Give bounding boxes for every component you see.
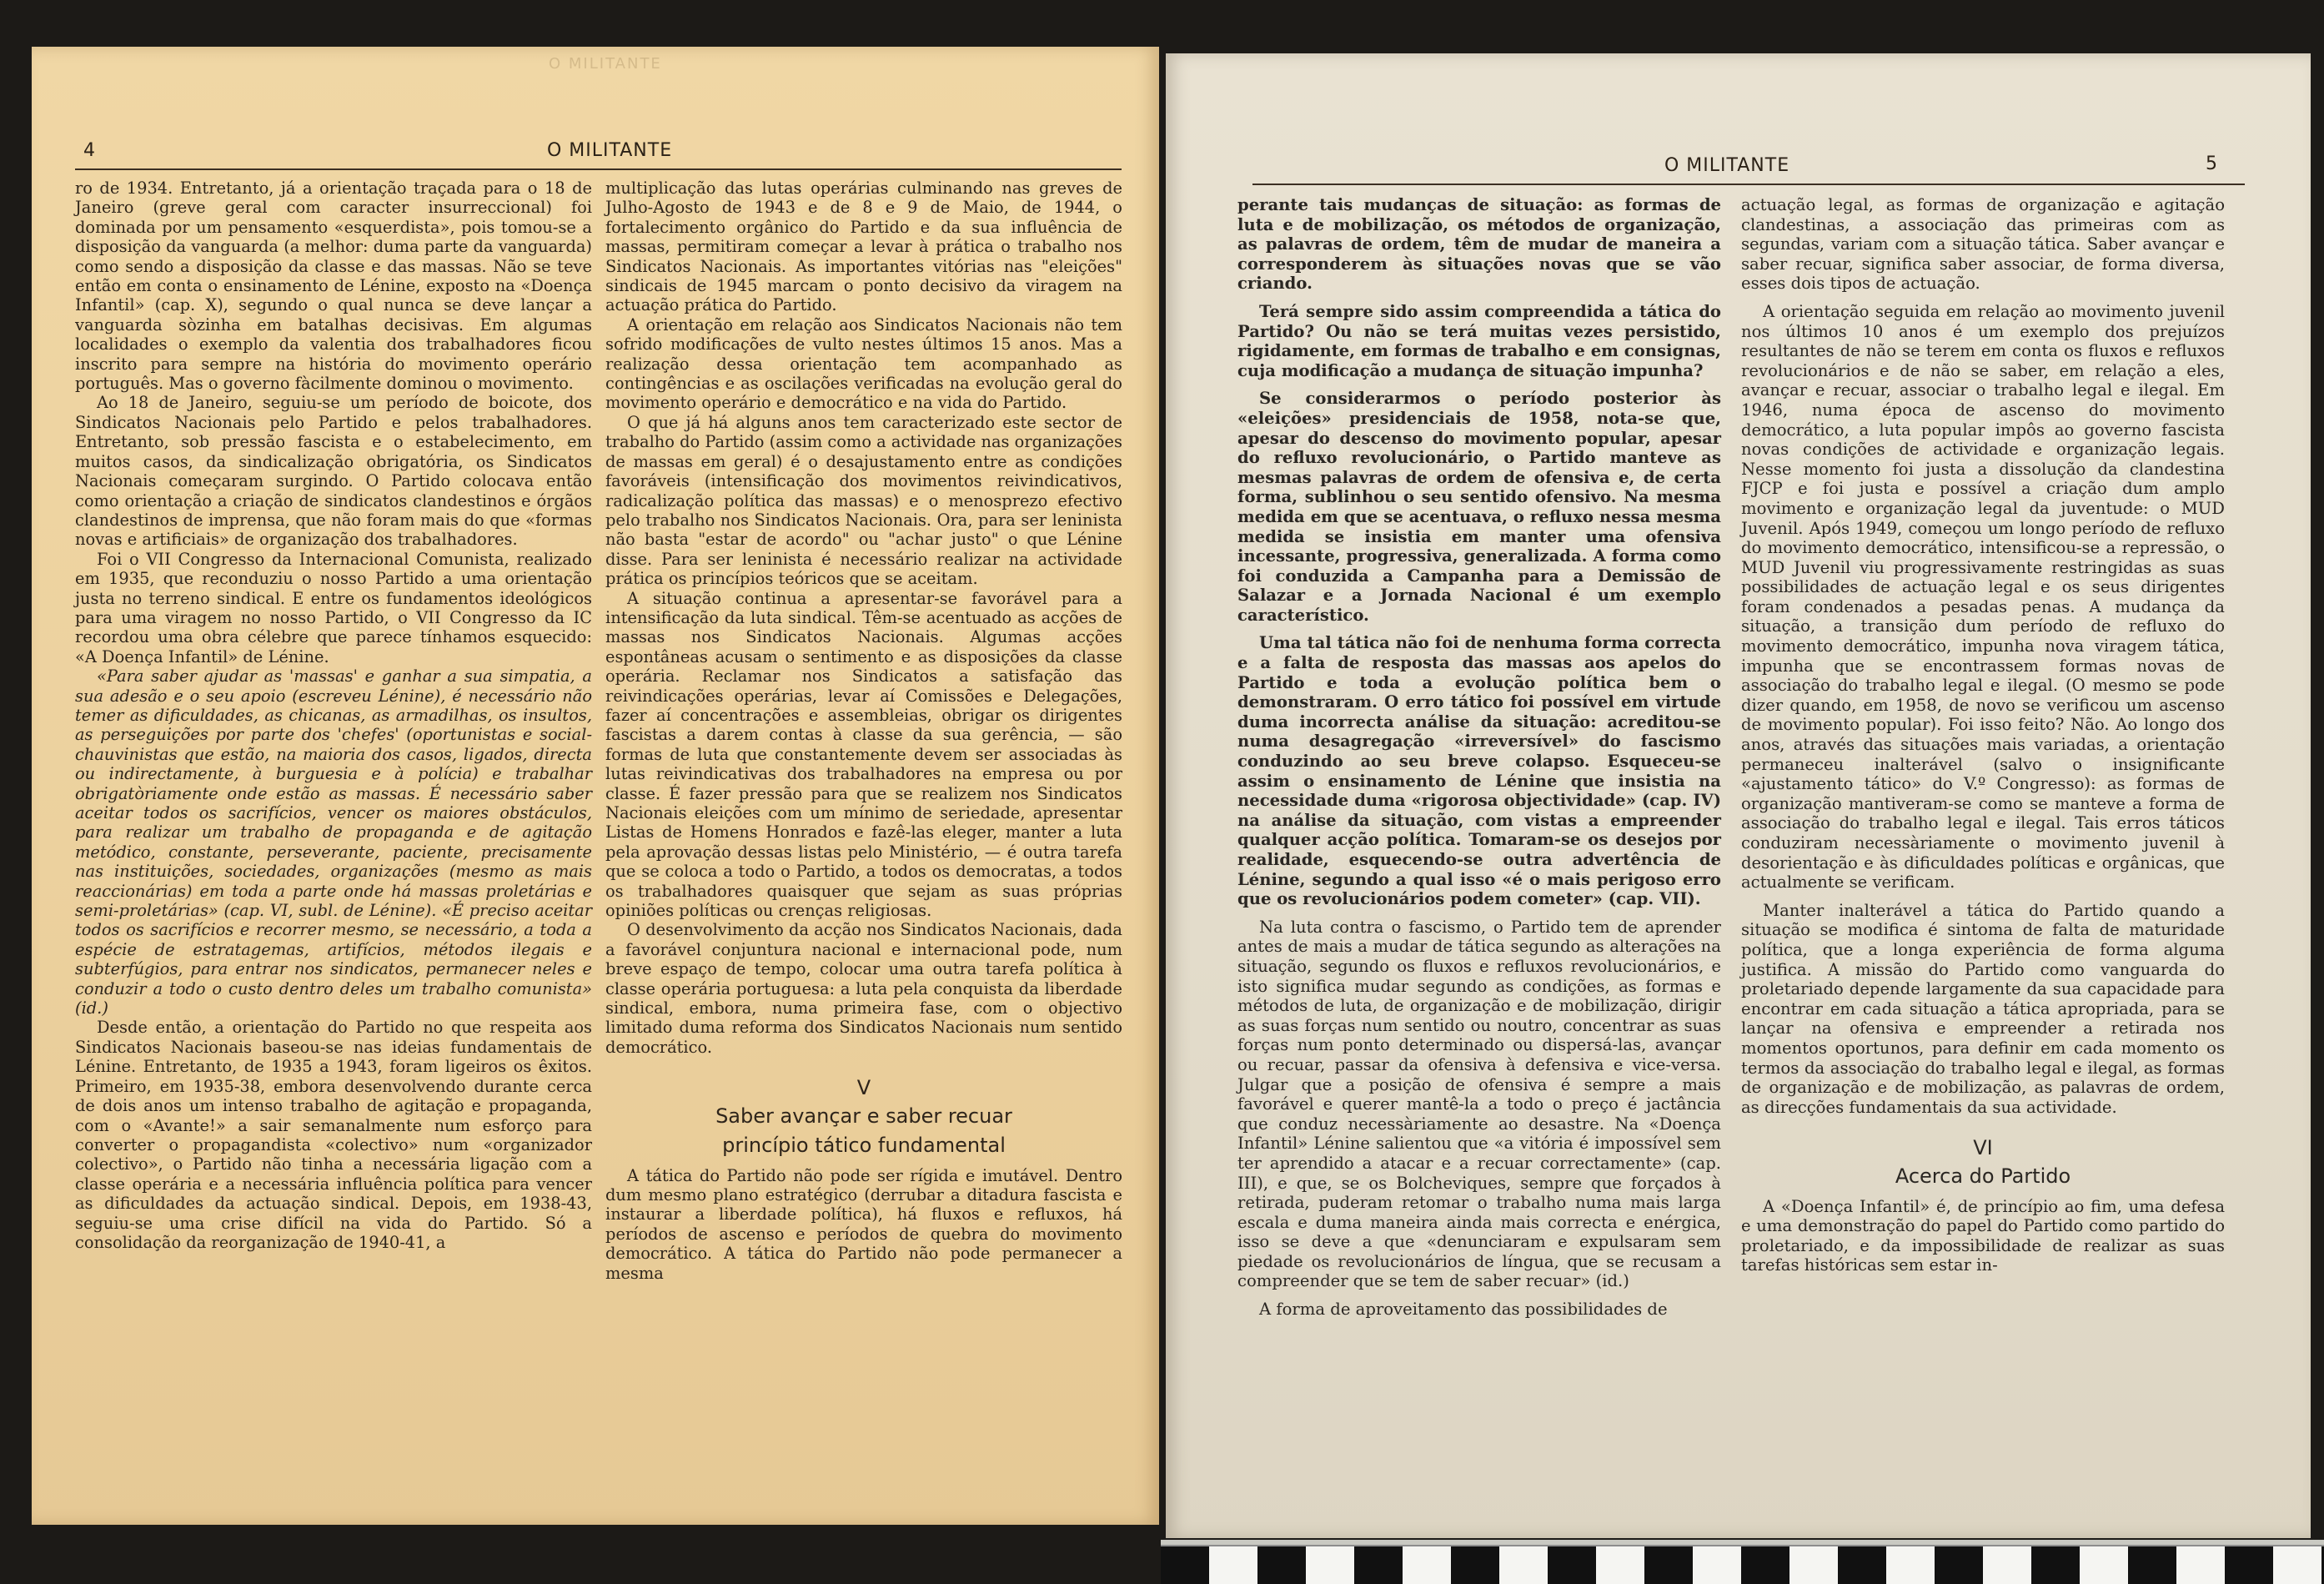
paragraph: multiplicação das lutas operárias culminando nas greves de Julho-Agosto de 1943 e de 8 e 9 de Maio, de 1944, o fortalecimento orgânico do Partido e da sua influência de massas, permitiram começar a levar à prática o trabalho nos Sindicatos Nacionais. As importantes vitórias nas "eleições" sindicais de 1945 marcam o ponto decisivo da viragem na actuação prática do Partido. <box>605 179 1122 315</box>
paragraph: Manter inalterável a tática do Partido quando a situação se modifica é sintoma de falta de maturidade política, que a longa experiência de forma alguma justifica. A missão do Partido como vanguarda do proletariado depende largamente da sua capacidade para encontrar em cada situação a tática apropriada, para se lançar na ofensiva e empreender a retirada nos momentos oportunos, para definir em cada momento os termos da associação do trabalho legal e ilegal, as formas de organização e de mobilização, as palavras de ordem, as direcções fundamentais da sua actividade. <box>1741 900 2225 1117</box>
quote-paragraph: «Para saber ajudar as 'massas' e ganhar a sua simpatia, a sua adesão e o seu apoio (escreveu Lénine), é necessário não temer as dificuldades, as chicanas, as armadilhas, os insultos, as perseguições por parte dos 'chefes' (oportunistas e social-chauvinistas que estão, na maioria dos casos, ligados, directa ou indirectamente, à burguesia e à polícia) e trabalhar obrigatòriamente onde estão as massas. É necessário saber aceitar todos os sacrifícios, vencer os maiores obstáculos, para realizar um trabalho de propaganda e de agitação metódico, constante, perseverante, paciente, precisamente nas instituições, sociedades, organizações (mesmo as mais reaccionárias) em toda a parte onde há massas proletárias e semi-proletárias» (cap. VI, subl. de Lénine). «É preciso aceitar todos os sacrifícios e recorrer mesmo, se necessário, a toda a espécie de estratagemas, artifícios, métodos ilegais e subterfúgios, para entrar nos sindicatos, permanecer neles e conduzir a todo o custo dentro deles um trabalho comunista» (id.) <box>75 666 592 1018</box>
paragraph: Foi o VII Congresso da Internacional Comunista, realizado em 1935, que reconduziu o nosso Partido a uma orientação justa no terreno sindical. E entre os fundamentos ideológicos para uma viragem no nosso Partido, o VII Congresso da IC recordou uma obra célebre que parece tínhamos esquecido: «A Doença Infantil» de Lénine. <box>75 549 592 666</box>
paragraph: actuação legal, as formas de organização e agitação clandestinas, a associação das primeiras com as segundas, variam com a situação tática. Saber avançar e saber recuar, significa saber associar, de forma diversa, esses dois tipos de actuação. <box>1741 195 2225 294</box>
paragraph: A orientação seguida em relação ao movimento juvenil nos últimos 10 anos é um exemplo dos prejuízos resultantes de não se terem em conta os fluxos e refluxos revolucionários e de não se saber, em relação a eles, avançar e recuar, associar o trabalho legal e ilegal. Em 1946, numa época de ascenso do movimento democrático, a luta popular impôs ao governo fascista novas condições de actividade e organização legais. Nesse momento foi justa a dissolução da clandestina FJCP e foi justa e possível a criação dum amplo movimento e organização legal da juventude: o MUD Juvenil. Após 1949, começou um longo período de refluxo do movimento democrático, intensificou-se a repressão, o MUD Juvenil viu progressivamente restringidas as suas possibilidades de actuação legal e os seus dirigentes foram condenados a pesadas penas. A mudança da situação, a transição dum período de refluxo do movimento democrático, impunha nova viragem tática, impunha que se encontrassem formas novas de associação do trabalho legal e ilegal. (O mesmo se pode dizer quando, em 1958, de novo se verificou um ascenso de movimento popular). Foi isso feito? Não. Ao longo dos anos, através das situações mais variadas, a orientação permaneceu inalterável (salvo o insignificante «ajustamento tático» do V.º Congresso): as formas de organização mantiveram-se como se manteve a forma de associação do trabalho legal e ilegal. Tais erros táticos conduziram necessàriamente o movimento juvenil à desorientação e às dificuldades políticas e orgânicas, que actualmente se verificam. <box>1741 301 2225 893</box>
running-title: O MILITANTE <box>547 140 673 161</box>
paragraph: perante tais mudanças de situação: as formas de luta e de mobilização, os métodos de organização, as palavras de ordem, têm de mudar de maneira a corresponderem às situações novas que se vão criando. <box>1237 195 1721 294</box>
section-title: Saber avançar e saber recuar <box>715 1104 1012 1128</box>
header-rule <box>75 168 1122 170</box>
paragraph: Terá sempre sido assim compreendida a tática do Partido? Ou não se terá muitas vezes persistido, rigidamente, em formas de trabalho e em consignas, cuja modificação a mudança de situação impunha? <box>1237 301 1721 380</box>
right-column-1 <box>1237 195 1721 1521</box>
paragraph: A orientação em relação aos Sindicatos Nacionais não tem sofrido modificações de vulto nestes últimos 15 anos. Mas a realização dessa orientação tem acompanhado as contingências e as oscilações verificadas na evolução geral do movimento operário e democrático e na vida do Partido. <box>605 314 1122 413</box>
right-page <box>1166 53 2311 1538</box>
section-title: Acerca do Partido <box>1895 1164 2071 1188</box>
paragraph: Na luta contra o fascismo, o Partido tem de aprender antes de mais a mudar de tática segundo as alterações na situação, segundo os fluxos e refluxos revolucionários, e isto significa mudar segundo as condições, as formas e métodos de luta, de organização e de mobilização, dirigir as suas forças num sentido ou noutro, concentrar as suas forças num ponto determinado ou dispersá-las, avançar ou recuar, passar da ofensiva à defensiva e vice-versa. Julgar que a posição de ofensiva é sempre a mais favorável e querer mantê-la a todo o preço é jactância que conduz necessàriamente ao desastre. Na «Doença Infantil» Lénine salientou que «a vitória é impossível sem ter aprendido a atacar e a recuar correctamente» (cap. III), e que, se os Bolcheviques, sempre que forçados à retirada, puderam retomar o trabalho numa mais larga escala e duma maneira ainda mais correcta e enérgica, isso se deve a que «denunciaram e expulsaram sem piedade os revolucionários de língua, que se recusam a compreender que se tem de saber recuar» (id.) <box>1237 917 1721 1291</box>
paragraph: O que já há alguns anos tem caracterizado este sector de trabalho do Partido (assim como a actividade nas organizações de massas em geral) é o desajustamento entre as condições favoráveis (intensificação dos movimentos reivindicativos, radicalização política das massas) e o menosprezo efectivo pelo trabalho nos Sindicatos Nacionais. Ora, para ser leninista não basta "estar de acordo" ou "achar justo" o que Lénine disse. Para ser leninista é necessário realizar na actividade prática os princípios teóricos que se aceitam. <box>605 412 1122 589</box>
section-number: V <box>856 1076 871 1100</box>
show-through-text: O MILITANTE <box>549 55 662 73</box>
paragraph: A «Doença Infantil» é, de princípio ao fim, uma defesa e uma demonstração do papel do Partido como partido do proletariado, e da impossibilidade de realizar as suas tarefas históricas sem estar in- <box>1741 1196 2225 1275</box>
left-page <box>32 47 1159 1525</box>
paragraph: A forma de aproveitamento das possibilidades de <box>1259 1300 1668 1320</box>
page-number: 4 <box>83 140 95 161</box>
left-column-1 <box>75 179 592 1505</box>
paragraph: Uma tal tática não foi de nenhuma forma correcta e a falta de resposta das massas aos apelos do Partido e toda a evolução política bem o demonstraram. O erro tático foi possível em virtude duma incorrecta análise da situação: acreditou-se numa desagregação «irreversível» do fascismo conduzindo ao seu breve colapso. Esqueceu-se assim o ensinamento de Lénine que insistia na necessidade duma «rigorosa objectividade» (cap. IV) na análise da situação, com vistas a empreender qualquer acção política. Tomaram-se os desejos por realidade, esquecendo-se outra advertência de Lénine, segundo a qual isso «é o mais perigoso erro que os revolucionários podem cometer» (cap. VII). <box>1237 633 1721 909</box>
scale-ruler <box>1161 1545 2324 1584</box>
right-column-2 <box>1741 195 2225 1521</box>
paragraph: Se considerarmos o período posterior às «eleições» presidenciais de 1958, nota-se que, apesar do descenso do movimento popular, apesar do refluxo revolucionário, o Partido manteve as mesmas palavras de ordem de ofensiva e, de certa forma, sublinhou o seu sentido ofensivo. Na mesma medida em que se acentuava, o refluxo nessa mesma medida se insistia em manter uma ofensiva incessante, progressiva, generalizada. A forma como foi conduzida a Campanha para a Demissão de Salazar e a Jornada Nacional é um exemplo característico. <box>1237 389 1721 625</box>
paragraph: A situação continua a apresentar-se favorável para a intensificação da luta sindical. Têm-se acentuado as acções de massas nos Sindicatos Nacionais. Algumas acções espontâneas acusam o sentimento e as disposições da classe operária. Reclamar nos Sindicatos a satisfação das reivindicações operárias, levar aí Comissões e Delegações, fazer aí concentrações e assembleias, obrigar os dirigentes fascistas a darem contas à classe da sua gerência, — são formas de luta que constantemente devem ser associadas às lutas reivindicativas dos trabalhadores na empresa ou por classe. É fazer pressão para que se realizem nos Sindicatos Nacionais eleições com um mínimo de seriedade, apresentar Listas de Homens Honrados e fazê-las eleger, manter a luta pela aprovação dessas listas pelo Ministério, — é outra tarefa que se coloca a todo o Partido, a todos os democratas, a todos os trabalhadores quaisquer que sejam as suas próprias opiniões políticas ou crenças religiosas. <box>605 588 1122 921</box>
section-subtitle: princípio tático fundamental <box>722 1134 1006 1158</box>
section-number: VI <box>1973 1136 1993 1160</box>
paragraph: Ao 18 de Janeiro, seguiu-se um período de boicote, dos Sindicatos Nacionais pelo Partido e pelos trabalhadores. Entretanto, sob pressão fascista e o estabelecimento, em muitos casos, da sindicalização obrigatória, os Sindicatos Nacionais começaram surgindo. O Partido colocava então como orientação a criação de sindicatos clandestinos e órgãos clandestinos de imprensa, que não foram mais do que «formas novas e artificiais» de organização dos trabalhadores. <box>75 393 592 550</box>
header-rule <box>1252 184 2245 185</box>
paragraph: ro de 1934. Entretanto, já a orientação traçada para o 18 de Janeiro (greve geral com caracter insurreccional) foi dominada por um pensamento «esquerdista», pois tomou-se a disposição da vanguarda (a melhor: duma parte da vanguarda) como sendo a disposição da classe e das massas. Não se teve então em conta o ensinamento de Lénine, exposto na «Doença Infantil» (cap. X), segundo o qual nunca se deve lançar a vanguarda sòzinha em batalhas decisivas. Em algumas localidades o exemplo da valentia dos trabalhadores ficou inscrito para sempre na história do movimento operário português. Mas o governo fàcilmente dominou o movimento. <box>75 179 592 394</box>
paragraph: O desenvolvimento da acção nos Sindicatos Nacionais, dada a favorável conjuntura nacional e internacional pode, num breve espaço de tempo, colocar uma outra tarefa política à classe operária portuguesa: a luta pela conquista da liberdade sindical, embora, numa primeira fase, com o objectivo limitado duma reforma dos Sindicatos Nacionais num sentido democrático. <box>605 920 1122 1057</box>
page-number: 5 <box>2206 153 2217 174</box>
running-title: O MILITANTE <box>1664 155 1790 176</box>
paragraph: Desde então, a orientação do Partido no que respeita aos Sindicatos Nacionais baseou-se nas ideias fundamentais de Lénine. Entretanto, de 1935 a 1943, foram ligeiros os êxitos. Primeiro, em 1935-38, embora desenvolvendo durante cerca de dois anos um intenso trabalho de agitação e propaganda, com o «Avante!» a sair semanalmente num esforço para converter o propagandista «colectivo» num «organizador colectivo», o Partido não tinha a necessária ligação com a classe operária e a necessária influência política para vencer as dificuldades da actuação sindical. Depois, em 1938-43, seguiu-se uma crise difícil na vida do Partido. Só a consolidação da reorganização de 1940-41, a <box>75 1018 592 1252</box>
left-column-2 <box>605 179 1122 1505</box>
paragraph: A tática do Partido não pode ser rígida e imutável. Dentro dum mesmo plano estratégico (derrubar a ditadura fascista e instaurar a liberdade política), há fluxos e refluxos, há períodos de ascenso e períodos de quebra do movimento democrático. A tática do Partido não pode permanecer a mesma <box>605 1165 1122 1283</box>
